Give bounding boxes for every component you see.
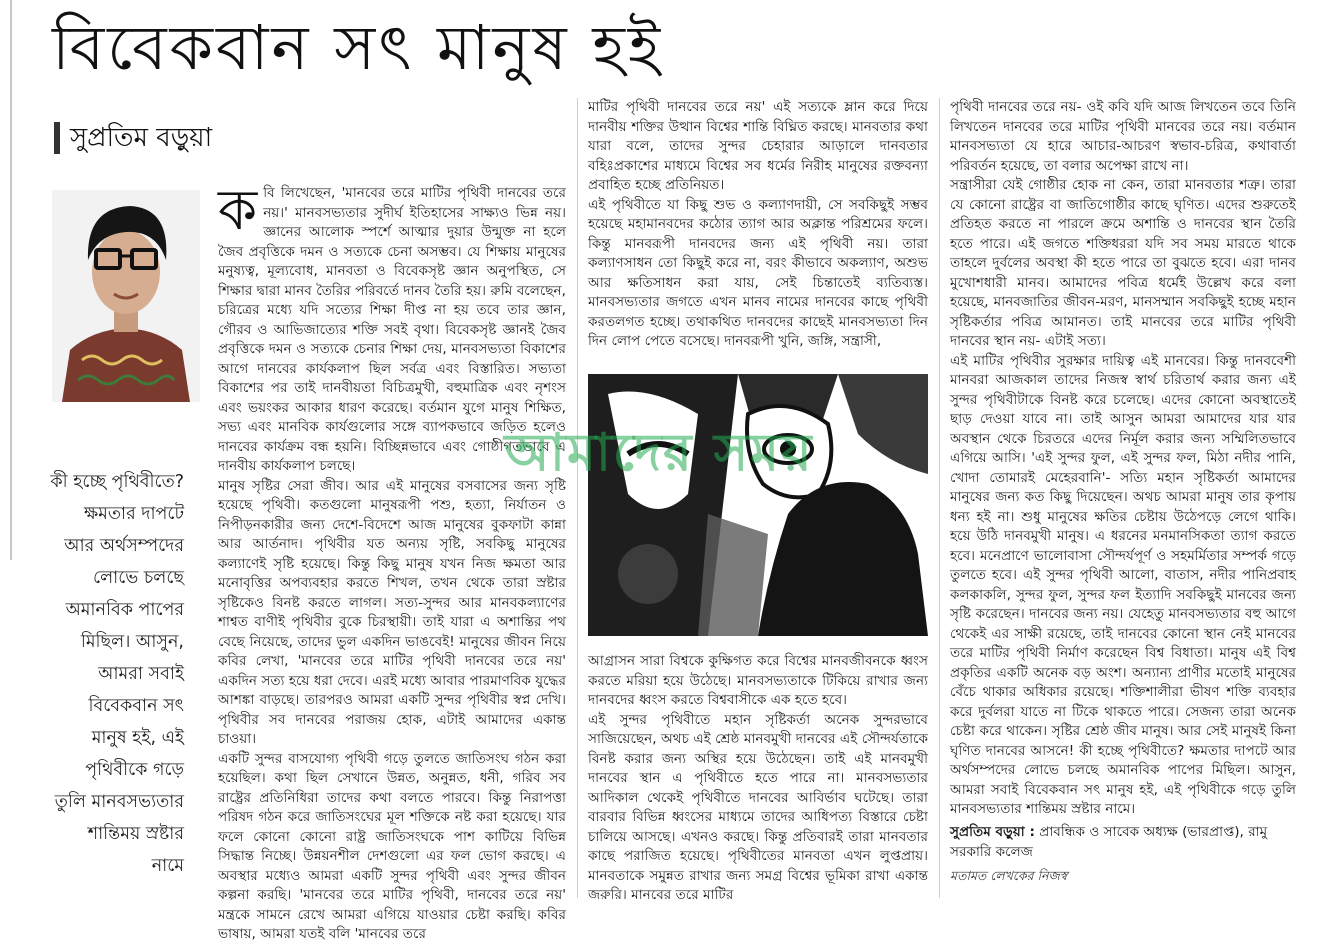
watermark: আমাদের সময় xyxy=(504,423,814,483)
paragraph: আগ্রাসন সারা বিশ্বকে কুক্ষিগত করে বিশ্বের মানবজীবনকে ধ্বংস করতে মরিয়া হয়ে উঠেছে। মানবসভ্যতাকে টিকিয়ে রাখার জন্য দানবদের ধ্বংস করতে বিশ্ববাসীকে এক হতে হবে। xyxy=(588,653,928,708)
author-info xyxy=(950,822,1296,862)
author-portrait-icon xyxy=(52,190,200,402)
headline: বিবেকবান সৎ মানুষ হই xyxy=(52,11,664,84)
byline: সুপ্রতিম বড়ুয়া xyxy=(70,123,213,153)
article-column-3 xyxy=(950,98,1296,822)
author-photo xyxy=(52,190,200,402)
paragraph: এই সুন্দর পৃথিবীতে মহান সৃষ্টিকর্তা অনেক সুন্দরভাবে সাজিয়েছেন, অথচ এই শ্রেষ্ঠ মানবমুখী দানবের এই সৌন্দর্যতাকে বিনষ্ট করার জন্য অস্থির হয়ে উঠেছেন। তাই এই মানবমুখী দানবের স্থান এ পৃথিবীতে হতে পারে না। মানবসভ্যতার আদিকাল থেকেই পৃথিবীতে দানবের আবির্ভাব ঘটেছে। তারা বারবার বিভিন্ন ধ্বংসের মাধ্যমে তাদের আধিপত্য বিস্তারে চেষ্টা চালিয়ে আসছে। এখনও করছে। কিন্তু প্রতিবারই তারা মানবতার কাছে পরাজিত হয়েছে। পৃথিবীতের মানবতা এখন লুপ্তপ্রায়। মানবতাকে সমুন্নত রাখার জন্য সমগ্র বিশ্বের ভূমিকা রাখা একান্ত জরুরি। মানবের তরে মাটির xyxy=(588,711,928,903)
opinion-disclaimer: মতামত লেখকের নিজস্ব xyxy=(950,868,1068,883)
paragraph: মানুষ সৃষ্টির সেরা জীব। আর এই মানুষের বসবাসের জন্য সৃষ্টি হয়েছে পৃথিবী। কতগুলো মানুষরূপী পশু, হত্যা, নির্যাতন ও নিপীড়নকারীর জন্য দেশে-বিদেশে আজ মানুষের বুকফাটা কান্না আর আর্তনাদ। পৃথিবীর যত অন্যয় সৃষ্টি, সবকিছু মানুষের কল্যাণেই সৃষ্টি হয়েছে। কিন্তু কিছু মানুষ যখন নিজ ক্ষমতা আর মনোবৃত্তির অপব্যবহার করতে শিখল, তখন থেকে তারা স্রষ্টার সৃষ্টিকেও বিনষ্ট করতে লাগল। সত্য-সুন্দর আর মানবকল্যাণের শাশ্বত বাণীই পৃথিবীর বুকে চিরস্থায়ী। তাই যারা এ অশান্তির পথ বেছে নিয়েছে, তাদের ভুল একদিন ভাঙবেই! মানুষের জীবন নিয়ে কবির লেখা, 'মানবের তরে মাটির পৃথিবী দানবের তরে নয়' একদিন সত্য হয়ে ধরা দেবে। এরই মধ্যে আবার পারমাণবিক যুদ্ধের আশঙ্কা বাড়ছে। তারপরও আমরা একটি সুন্দর পৃথিবীর স্বপ্ন দেখি। পৃথিবীর সব দানবের পরাজয় হোক, এটাই আমাদের একান্ত চাওয়া। xyxy=(218,477,566,747)
article-column-2-bottom xyxy=(588,652,928,903)
paragraph: এই মাটির পৃথিবীর সুরক্ষার দায়িত্ব এই মানবের। কিন্তু দানববেশী মানবরা আজকাল তাদের নিজস্ব স্বার্থ চরিতার্থ করার জন্য এই সুন্দর পৃথিবীটাকে বিনষ্ট করে চলেছে। এদের কোনো অবস্থাতেই ছাড় দেওয়া যাবে না। তাই আসুন আমরা আমাদের যার যার অবস্থান থেকে চিরতরে এদের নির্মূল করার জন্য সম্মিলিতভাবে এগিয়ে আসি। 'এই সুন্দর ফুল, এই সুন্দর ফল, মিঠা নদীর পানি, খোদা তোমারই মেহেরবানি'- সত্যি মহান সৃষ্টিকর্তা আমাদের মানুষের জন্য কত কিছু দিয়েছেন। অথচ আমরা মানুষ তার কৃপায় ধন্য হই না। শুধু মানুষের ক্ষতির চেষ্টায় উঠেপড়ে লেগে থাকি। হয়ে উঠি দানবমুখী মানুষ। এ ধরনের মনমানসিকতা ত্যাগ করতে হবে। মনেপ্রাণে ভালোবাসা সৌন্দর্যপূর্ণ ও সহমর্মিতার সম্পর্ক গড়ে তুলতে হবে। এই সুন্দর পৃথিবী আলো, বাতাস, নদীর পানিপ্রবাহ কলকাকলি, সুন্দর ফুল, সুন্দর ফল ইত্যাদি সবকিছুই মানবের জন্য সৃষ্টি করেছেন। দানবের জন্য নয়। যেহেতু মানবসভ্যতার বহু আগে থেকেই এর সাক্ষী রয়েছে, তাই দানবের কোনো স্থান নেই মানবের তরে মাটির পৃথিবী নির্মাণ করেছেন বিশ্ব বিধাতা। মানুষ এই বিশ্ব প্রকৃতির একটি অনেক বড় অংশ। অন্যান্য প্রাণীর মতোই মানুষের বেঁচে থাকার অধিকার রয়েছে। শক্তিশালীরা ভীষণ শক্তি ব্যবহার করে দুর্বলরা যাতে না টিকে থাকতে পারে। সেজন্য তারা অনেক চেষ্টা করে থাকেন। সৃষ্টির শ্রেষ্ঠ জীব মানুষ। আর সেই মানুষই কিনা ঘৃণিত দানবের আসনে! কী হচ্ছে পৃথিবীতে? ক্ষমতার দাপটে আর অর্থসম্পদের লোভে চলছে অমানবিক পাপের মিছিল। আসুন, আমরা সবাই বিবেকবান সৎ মানুষ হই, এই পৃথিবীকে গড়ে তুলি মানবসভ্যতার শান্তিময় স্রষ্টার নামে। xyxy=(950,352,1296,817)
paragraph: বি লিখেছেন, 'মানবের তরে মাটির পৃথিবী দানবের তরে নয়।' মানবসভ্যতার সুদীর্ঘ ইতিহাসের সাক্ষ্যও ভিন্ন নয়। জ্ঞানের আলোক স্পর্শে আত্মার দুয়ার উন্মুক্ত না হলে জৈব প্রবৃত্তিকে দমন ও সত্যকে চেনা অসম্ভব। যে শিক্ষায় মানুষের মনুষ্যত্ব, মূল্যবোধ, মানবতা ও বিবেকসৃষ্ট জ্ঞান অনুপস্থিত, সে শিক্ষার দ্বারা মানব তৈরির পরিবর্তে দানব তৈরি হয়। রুমি বলেছেন, চরিত্রের মধ্যে যদি সত্যের শিক্ষা দীপ্ত না হয় তবে তার জ্ঞান, গৌরব ও আভিজাত্যের শক্তি সবই বৃথা। বিবেকসৃষ্ট জ্ঞানই জৈব প্রবৃত্তিকে দমন ও সত্যকে চেনার শিক্ষা দেয়, মানবসভ্যতা বিকাশের আগে দানবের কার্যকলাপ ছিল সর্বত্র এবং বিস্তারিত। সভ্যতা বিকাশের পর তাই দানবীয়তা বিচিত্রমুখী, বহুমাত্রিক এবং নৃশংস এবং ভয়ংকর আকার ধারণ করেছে। বর্তমান যুগে মানুষ শিক্ষিত, সভ্য এবং মানবিক কার্যগুলোর সঙ্গে ব্যাপকভাবে জড়িত হলেও দানবের কার্যক্রম বন্ধ হয়নি। বিচ্ছিন্নভাবে এবং গোষ্ঠীগতভাবে এ দানবীয় কার্যকলাপ চলছে। xyxy=(218,185,566,474)
paragraph: এই পৃথিবীতে যা কিছু শুভ ও কল্যাণদায়ী, সে সবকিছুই সম্ভব হয়েছে মহামানবদের কঠোর ত্যাগ আর অক্লান্ত পরিশ্রমের ফলে। কিন্তু মানবরূপী দানবদের জন্য এই পৃথিবী নয়। তারা কল্যাণসাধন তো কিছুই করে না, বরং কীভাবে অকল্যাণ, অশুভ আর ক্ষতিসাধন করা যায়, সেই চিন্তাতেই ব্যতিব্যস্ত। মানবসভ্যতার জগতে এখন মানব নামের দানবের কাছে পৃথিবী করতলগত হচ্ছে। তথাকথিত দানবদের কাছেই মানবসভ্যতা দিন দিন লোপ পেতে বসেছে। দানবরূপী খুনি, জঙ্গি, সন্ত্রাসী, xyxy=(588,196,928,349)
byline-bar xyxy=(54,122,60,154)
paragraph: মাটির পৃথিবী দানবের তরে নয়' এই সত্যকে ম্লান করে দিয়ে দানবীয় শক্তির উত্থান বিশ্বের শান্তি বিঘ্নিত করছে। মানবতার কথা যারা বলে, তাদের সুন্দর চেহারার আড়ালে দানবতার বহিঃপ্রকাশের মাধ্যমে বিশ্বের সব ধর্মের নিরীহ মানুষের রক্তবন্যা প্রবাহিত হচ্ছে প্রতিনিয়ত। xyxy=(588,99,928,193)
author-name: সুপ্রতিম বড়ুয়া : xyxy=(950,824,1035,840)
paragraph: সন্ত্রাসীরা যেই গোষ্ঠীর হোক না কেন, তারা মানবতার শত্রু। তারা যে কোনো রাষ্ট্রের বা জাতিগোষ্ঠীর কাছে ঘৃণিত। এদের শুরুতেই প্রতিহত করতে না পারলে ক্রমে অশান্তি ও দানবের স্থান তৈরি হতে পারে। এই জগতে শক্তিধররা যদি সব সময় মারতে থাকে তাহলে দুর্বলের অবস্থা কী হতে পারে তা বুঝতে হবে। এরা দানব মুখোশধারী মানব। আমাদের পবিত্র ধর্মেই উল্লেখ করে বলা হয়েছে, মানবজাতির জীবন-মরণ, মানসম্মান সবকিছুই হচ্ছে মহান সৃষ্টিকর্তার পবিত্র আমানত। তাই মানবের তরে মাটির পৃথিবী দানবের স্থান নয়- এটাই সত্য। xyxy=(950,177,1296,349)
article-column-2-top xyxy=(588,98,928,364)
article-column-1 xyxy=(218,178,566,942)
column-divider xyxy=(939,98,940,898)
paragraph: একটি সুন্দর বাসযোগ্য পৃথিবী গড়ে তুলতে জাতিসংঘ গঠন করা হয়েছিল। কথা ছিল সেখানে উন্নত, অনুন্নত, ধনী, গরিব সব রাষ্ট্রের প্রতিনিধিরা তাদের কথা বলতে পারবে। কিন্তু নিরাপত্তা পরিষদ গঠন করে জাতিসংঘের মূল শক্তিকে নষ্ট করা হয়েছে। যার ফলে কোনো কোনো রাষ্ট্র জাতিসংঘকে পাশ কাটিয়ে বিভিন্ন সিদ্ধান্ত নিচ্ছে। উন্নয়নশীল দেশগুলো এর ফল ভোগ করছে। এ অবস্থার মধ্যেও আমরা একটি সুন্দর পৃথিবী এবং সুন্দর জীবন কল্পনা করছি। 'মানবের তরে মাটির পৃথিবী, দানবের তরে নয়' মন্ত্রকে সামনে রেখে আমরা এগিয়ে যাওয়ার চেষ্টা করছি। কবির ভাষায়, আমরা যতই বলি 'মানবের তরে xyxy=(218,750,566,942)
drop-cap: ক xyxy=(218,178,258,243)
page-edge-rule xyxy=(10,0,12,560)
author-description: প্রাবন্ধিক ও সাবেক অধ্যক্ষ (ভারপ্রাপ্ত), রামু সরকারি কলেজ xyxy=(950,824,1268,860)
paragraph: পৃথিবী দানবের তরে নয়- ওই কবি যদি আজ লিখতেন তবে তিনি লিখতেন দানবের তরে মাটির পৃথিবী মানবের তরে নয়। বর্তমান মানবসভ্যতা যে হারে আচার-আচরণ স্বভাব-চরিত্র, কথাবার্তা পরিবর্তন হয়েছে, তা বলার অপেক্ষা রাখে না। xyxy=(950,99,1296,174)
pull-quote: কী হচ্ছে পৃথিবীতে? ক্ষমতার দাপটে আর অর্থসম্পদের লোভে চলছে অমানবিক পাপের মিছিল। আসুন, আমরা সবাই বিবেকবান সৎ মানুষ হই, এই পৃথিবীকে গড়ে তুলি মানবসভ্যতার শান্তিময় স্রষ্টার নামে xyxy=(50,472,184,876)
column-divider xyxy=(577,98,578,898)
